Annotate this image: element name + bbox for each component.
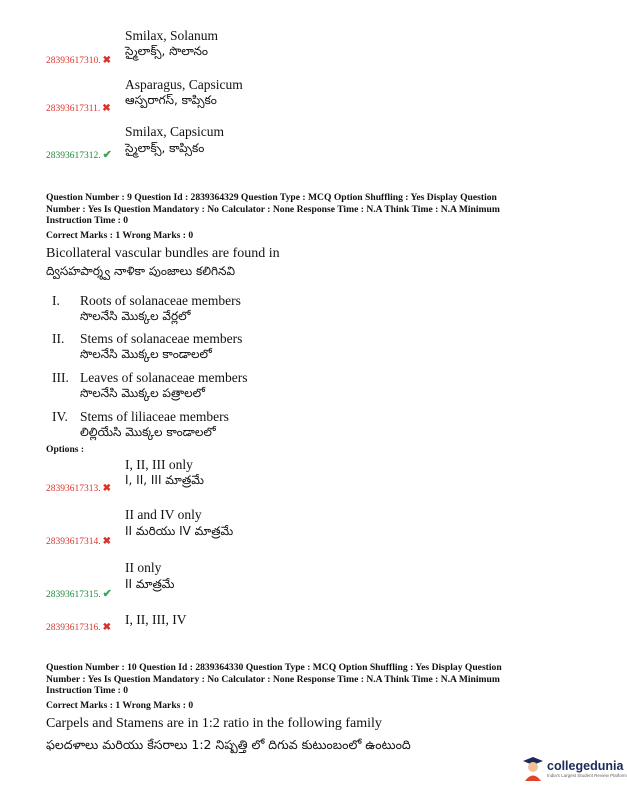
wrong-mark-icon: ✖ [102, 536, 112, 547]
option-id: 28393617316. [46, 623, 101, 633]
correct-mark-icon: ✔ [102, 588, 112, 600]
q10-question-te: ఫలదళాలు మరియు కేసరాలు 1:2 నిష్పత్తి లో దిగువ కుటుంబంలో ఉంటుంది [46, 737, 411, 752]
q9-statement-3: III. Leaves of solanaceae members [52, 370, 248, 385]
wrong-mark-icon: ✖ [102, 103, 111, 114]
q9-option-3-en: II only [125, 560, 162, 575]
option-id: 28393617313. [46, 484, 101, 494]
q9-statement-4: IV. Stems of liliaceae members [52, 409, 229, 424]
wrong-mark-icon: ✖ [102, 55, 112, 66]
q9-meta: Question Number : 9 Question Id : 2839364329 Question Type : MCQ Option Shuffling : Yes Display Question Number : Yes Is Question Mandatory : No Calculator : None Response Time : N.A Think Time : N.A Minimum Instruction Time : 0 [46, 192, 500, 226]
q9-question-te: ద్విసహపార్శ్వ నాళికా పుంజాలు కలిగినవి [46, 264, 235, 278]
option-id: 28393617311. [46, 104, 101, 114]
q9-option-4-en: I, II, III, IV [125, 612, 187, 627]
q9-option-3-row [46, 584, 112, 602]
q9-option-4-row [46, 617, 111, 635]
graduate-avatar-icon [522, 756, 544, 782]
q9-statement-2: II. Stems of solanaceae members [52, 331, 243, 346]
prev-option-3-en: Smilax, Capsicum [125, 124, 224, 139]
q9-option-1-te: I, II, III మాత్రమే [125, 473, 204, 487]
q9-statement-1: I. Roots of solanaceae members [52, 293, 241, 308]
prev-option-3-te: స్మైలాక్స్, కాప్సికం [125, 141, 205, 155]
logo-tagline: India's Largest Student Review Platform [547, 772, 627, 778]
prev-option-1-en: Smilax, Solanum [125, 28, 219, 43]
collegedunia-logo[interactable] [522, 752, 627, 786]
q9-statement-2-te: సొలనేసి మొక్కల కాండాలలో [80, 347, 212, 361]
logo-name: collegedunia [547, 758, 624, 773]
q9-question-en: Bicollateral vascular bundles are found in [46, 246, 280, 261]
q10-marks: Correct Marks : 1 Wrong Marks : 0 [46, 700, 194, 711]
prev-option-2-en: Asparagus, Capsicum [125, 77, 243, 92]
prev-option-2-te: ఆస్పరాగస్, కాప్సికం [125, 93, 217, 107]
q9-statement-1-te: సొలనేసి మొక్కల వేర్లలో [80, 309, 191, 323]
option-id: 28393617310. [46, 56, 101, 66]
prev-option-2-row [46, 98, 111, 116]
q10-question-en: Carpels and Stamens are in 1:2 ratio in the following family [46, 716, 382, 731]
q10-meta: Question Number : 10 Question Id : 2839364330 Question Type : MCQ Option Shuffling : Yes Display Question Number : Yes Is Question Mandatory : No Calculator : None Response Time : N.A Think Time : N.A Minimum Instruction Time : 0 [46, 662, 502, 696]
wrong-mark-icon: ✖ [102, 622, 112, 633]
q9-statement-3-te: సొలనేసి మొక్కల పత్రాలలో [80, 386, 205, 400]
q9-option-2-en: II and IV only [125, 507, 202, 522]
q9-options-label: Options : [46, 444, 85, 455]
q9-option-2-te: II మరియు IV మాత్రమే [125, 524, 234, 538]
option-id: 28393617315. [46, 590, 101, 600]
q9-option-1-en: I, II, III only [125, 457, 193, 472]
prev-option-3-row [46, 145, 112, 163]
q9-statement-4-te: లిల్లియేసి మొక్కల కాండాలలో [80, 425, 216, 439]
q9-marks: Correct Marks : 1 Wrong Marks : 0 [46, 230, 194, 241]
prev-option-1-te: స్మైలాక్స్, సొలానం [125, 44, 209, 58]
correct-mark-icon: ✔ [102, 149, 112, 161]
q9-option-1-row [46, 478, 111, 496]
option-id: 28393617312. [46, 151, 101, 161]
q9-option-2-row [46, 531, 111, 549]
option-id: 28393617314. [46, 537, 101, 547]
q9-option-3-te: II మాత్రమే [125, 577, 175, 591]
prev-option-1-row [46, 50, 111, 68]
wrong-mark-icon: ✖ [102, 483, 112, 494]
